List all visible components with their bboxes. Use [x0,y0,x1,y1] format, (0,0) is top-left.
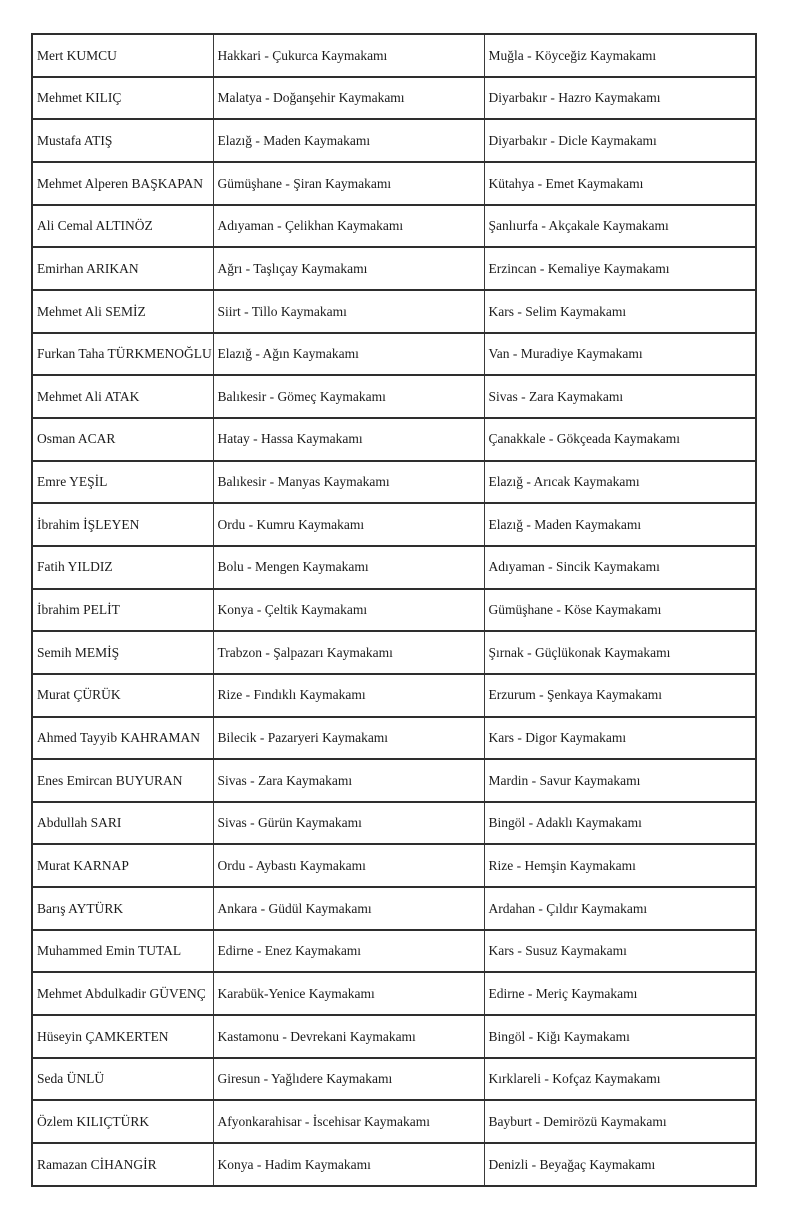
assignment-1-cell: Hatay - Hassa Kaymakamı [213,418,484,461]
table-row [32,205,756,248]
assignment-1-cell: Konya - Hadim Kaymakamı [213,1143,484,1186]
assignment-2-cell: Denizli - Beyağaç Kaymakamı [484,1143,756,1186]
officer-name-cell: İbrahim PELİT [32,589,213,632]
assignment-2-cell: Van - Muradiye Kaymakamı [484,333,756,376]
assignment-2-cell: Kütahya - Emet Kaymakamı [484,162,756,205]
assignment-1-cell: Giresun - Yağlıdere Kaymakamı [213,1058,484,1101]
assignment-1-cell: Ankara - Güdül Kaymakamı [213,887,484,930]
table-row [32,461,756,504]
table-row [32,34,756,77]
table-row [32,631,756,674]
assignment-1-cell: Elazığ - Ağın Kaymakamı [213,333,484,376]
officer-name-cell: Mustafa ATIŞ [32,119,213,162]
assignment-2-cell: Rize - Hemşin Kaymakamı [484,844,756,887]
officer-name-cell: Emre YEŞİL [32,461,213,504]
assignment-1-cell: Balıkesir - Gömeç Kaymakamı [213,375,484,418]
assignment-2-cell: Elazığ - Arıcak Kaymakamı [484,461,756,504]
assignment-1-cell: Malatya - Doğanşehir Kaymakamı [213,77,484,120]
table-row [32,759,756,802]
officer-name-cell: Enes Emircan BUYURAN [32,759,213,802]
assignment-2-cell: Mardin - Savur Kaymakamı [484,759,756,802]
table-row [32,717,756,760]
table-row [32,546,756,589]
officer-name-cell: Muhammed Emin TUTAL [32,930,213,973]
officer-name-cell: Mehmet Ali ATAK [32,375,213,418]
officer-name-cell: İbrahim İŞLEYEN [32,503,213,546]
table-row [32,247,756,290]
assignment-2-cell: Muğla - Köyceğiz Kaymakamı [484,34,756,77]
table-row [32,162,756,205]
assignment-1-cell: Ordu - Kumru Kaymakamı [213,503,484,546]
table-row [32,1100,756,1143]
officer-name-cell: Emirhan ARIKAN [32,247,213,290]
officer-name-cell: Mert KUMCU [32,34,213,77]
officer-name-cell: Mehmet Alperen BAŞKAPAN [32,162,213,205]
assignment-2-cell: Şanlıurfa - Akçakale Kaymakamı [484,205,756,248]
table-row [32,887,756,930]
assignment-2-cell: Elazığ - Maden Kaymakamı [484,503,756,546]
assignment-1-cell: Kastamonu - Devrekani Kaymakamı [213,1015,484,1058]
officer-name-cell: Ali Cemal ALTINÖZ [32,205,213,248]
table-row [32,844,756,887]
officer-name-cell: Barış AYTÜRK [32,887,213,930]
assignment-1-cell: Bilecik - Pazaryeri Kaymakamı [213,717,484,760]
assignment-2-cell: Bayburt - Demirözü Kaymakamı [484,1100,756,1143]
table-row [32,1143,756,1186]
assignment-2-cell: Sivas - Zara Kaymakamı [484,375,756,418]
officer-name-cell: Abdullah SARI [32,802,213,845]
assignment-1-cell: Karabük-Yenice Kaymakamı [213,972,484,1015]
officer-name-cell: Murat KARNAP [32,844,213,887]
table-row [32,418,756,461]
assignment-2-cell: Şırnak - Güçlükonak Kaymakamı [484,631,756,674]
officer-name-cell: Mehmet KILIÇ [32,77,213,120]
assignment-1-cell: Elazığ - Maden Kaymakamı [213,119,484,162]
officer-name-cell: Ramazan CİHANGİR [32,1143,213,1186]
assignment-2-cell: Erzincan - Kemaliye Kaymakamı [484,247,756,290]
table-row [32,589,756,632]
table-row [32,674,756,717]
assignment-1-cell: Ağrı - Taşlıçay Kaymakamı [213,247,484,290]
assignment-1-cell: Konya - Çeltik Kaymakamı [213,589,484,632]
assignment-1-cell: Hakkari - Çukurca Kaymakamı [213,34,484,77]
officer-name-cell: Fatih YILDIZ [32,546,213,589]
table-row [32,930,756,973]
assignment-2-cell: Gümüşhane - Köse Kaymakamı [484,589,756,632]
officer-name-cell: Murat ÇÜRÜK [32,674,213,717]
officer-name-cell: Seda ÜNLÜ [32,1058,213,1101]
assignment-1-cell: Balıkesir - Manyas Kaymakamı [213,461,484,504]
officer-name-cell: Semih MEMİŞ [32,631,213,674]
assignment-2-cell: Adıyaman - Sincik Kaymakamı [484,546,756,589]
assignment-1-cell: Adıyaman - Çelikhan Kaymakamı [213,205,484,248]
assignment-2-cell: Bingöl - Kiğı Kaymakamı [484,1015,756,1058]
officer-name-cell: Osman ACAR [32,418,213,461]
assignment-1-cell: Gümüşhane - Şiran Kaymakamı [213,162,484,205]
table-row [32,375,756,418]
assignment-1-cell: Sivas - Gürün Kaymakamı [213,802,484,845]
assignment-2-cell: Çanakkale - Gökçeada Kaymakamı [484,418,756,461]
assignment-2-cell: Bingöl - Adaklı Kaymakamı [484,802,756,845]
assignment-2-cell: Kars - Digor Kaymakamı [484,717,756,760]
assignment-2-cell: Erzurum - Şenkaya Kaymakamı [484,674,756,717]
assignment-1-cell: Sivas - Zara Kaymakamı [213,759,484,802]
officer-name-cell: Mehmet Abdulkadir GÜVENÇ [32,972,213,1015]
assignment-1-cell: Rize - Fındıklı Kaymakamı [213,674,484,717]
table-row [32,503,756,546]
assignment-2-cell: Edirne - Meriç Kaymakamı [484,972,756,1015]
officer-name-cell: Hüseyin ÇAMKERTEN [32,1015,213,1058]
officer-name-cell: Ahmed Tayyib KAHRAMAN [32,717,213,760]
table-row [32,77,756,120]
table-row [32,972,756,1015]
assignment-1-cell: Bolu - Mengen Kaymakamı [213,546,484,589]
table-row [32,119,756,162]
assignment-2-cell: Kırklareli - Kofçaz Kaymakamı [484,1058,756,1101]
assignment-1-cell: Edirne - Enez Kaymakamı [213,930,484,973]
table-row [32,1015,756,1058]
assignment-1-cell: Siirt - Tillo Kaymakamı [213,290,484,333]
table-row [32,802,756,845]
assignment-1-cell: Afyonkarahisar - İscehisar Kaymakamı [213,1100,484,1143]
assignment-2-cell: Diyarbakır - Dicle Kaymakamı [484,119,756,162]
assignment-2-cell: Ardahan - Çıldır Kaymakamı [484,887,756,930]
assignment-2-cell: Kars - Susuz Kaymakamı [484,930,756,973]
officer-name-cell: Mehmet Ali SEMİZ [32,290,213,333]
assignment-2-cell: Kars - Selim Kaymakamı [484,290,756,333]
table-row [32,333,756,376]
table-row [32,1058,756,1101]
assignment-2-cell: Diyarbakır - Hazro Kaymakamı [484,77,756,120]
officer-name-cell: Furkan Taha TÜRKMENOĞLU [32,333,213,376]
table-row [32,290,756,333]
assignments-table-body [32,34,756,1186]
assignment-1-cell: Ordu - Aybastı Kaymakamı [213,844,484,887]
officer-name-cell: Özlem KILIÇTÜRK [32,1100,213,1143]
assignments-table [31,33,757,1187]
assignment-1-cell: Trabzon - Şalpazarı Kaymakamı [213,631,484,674]
